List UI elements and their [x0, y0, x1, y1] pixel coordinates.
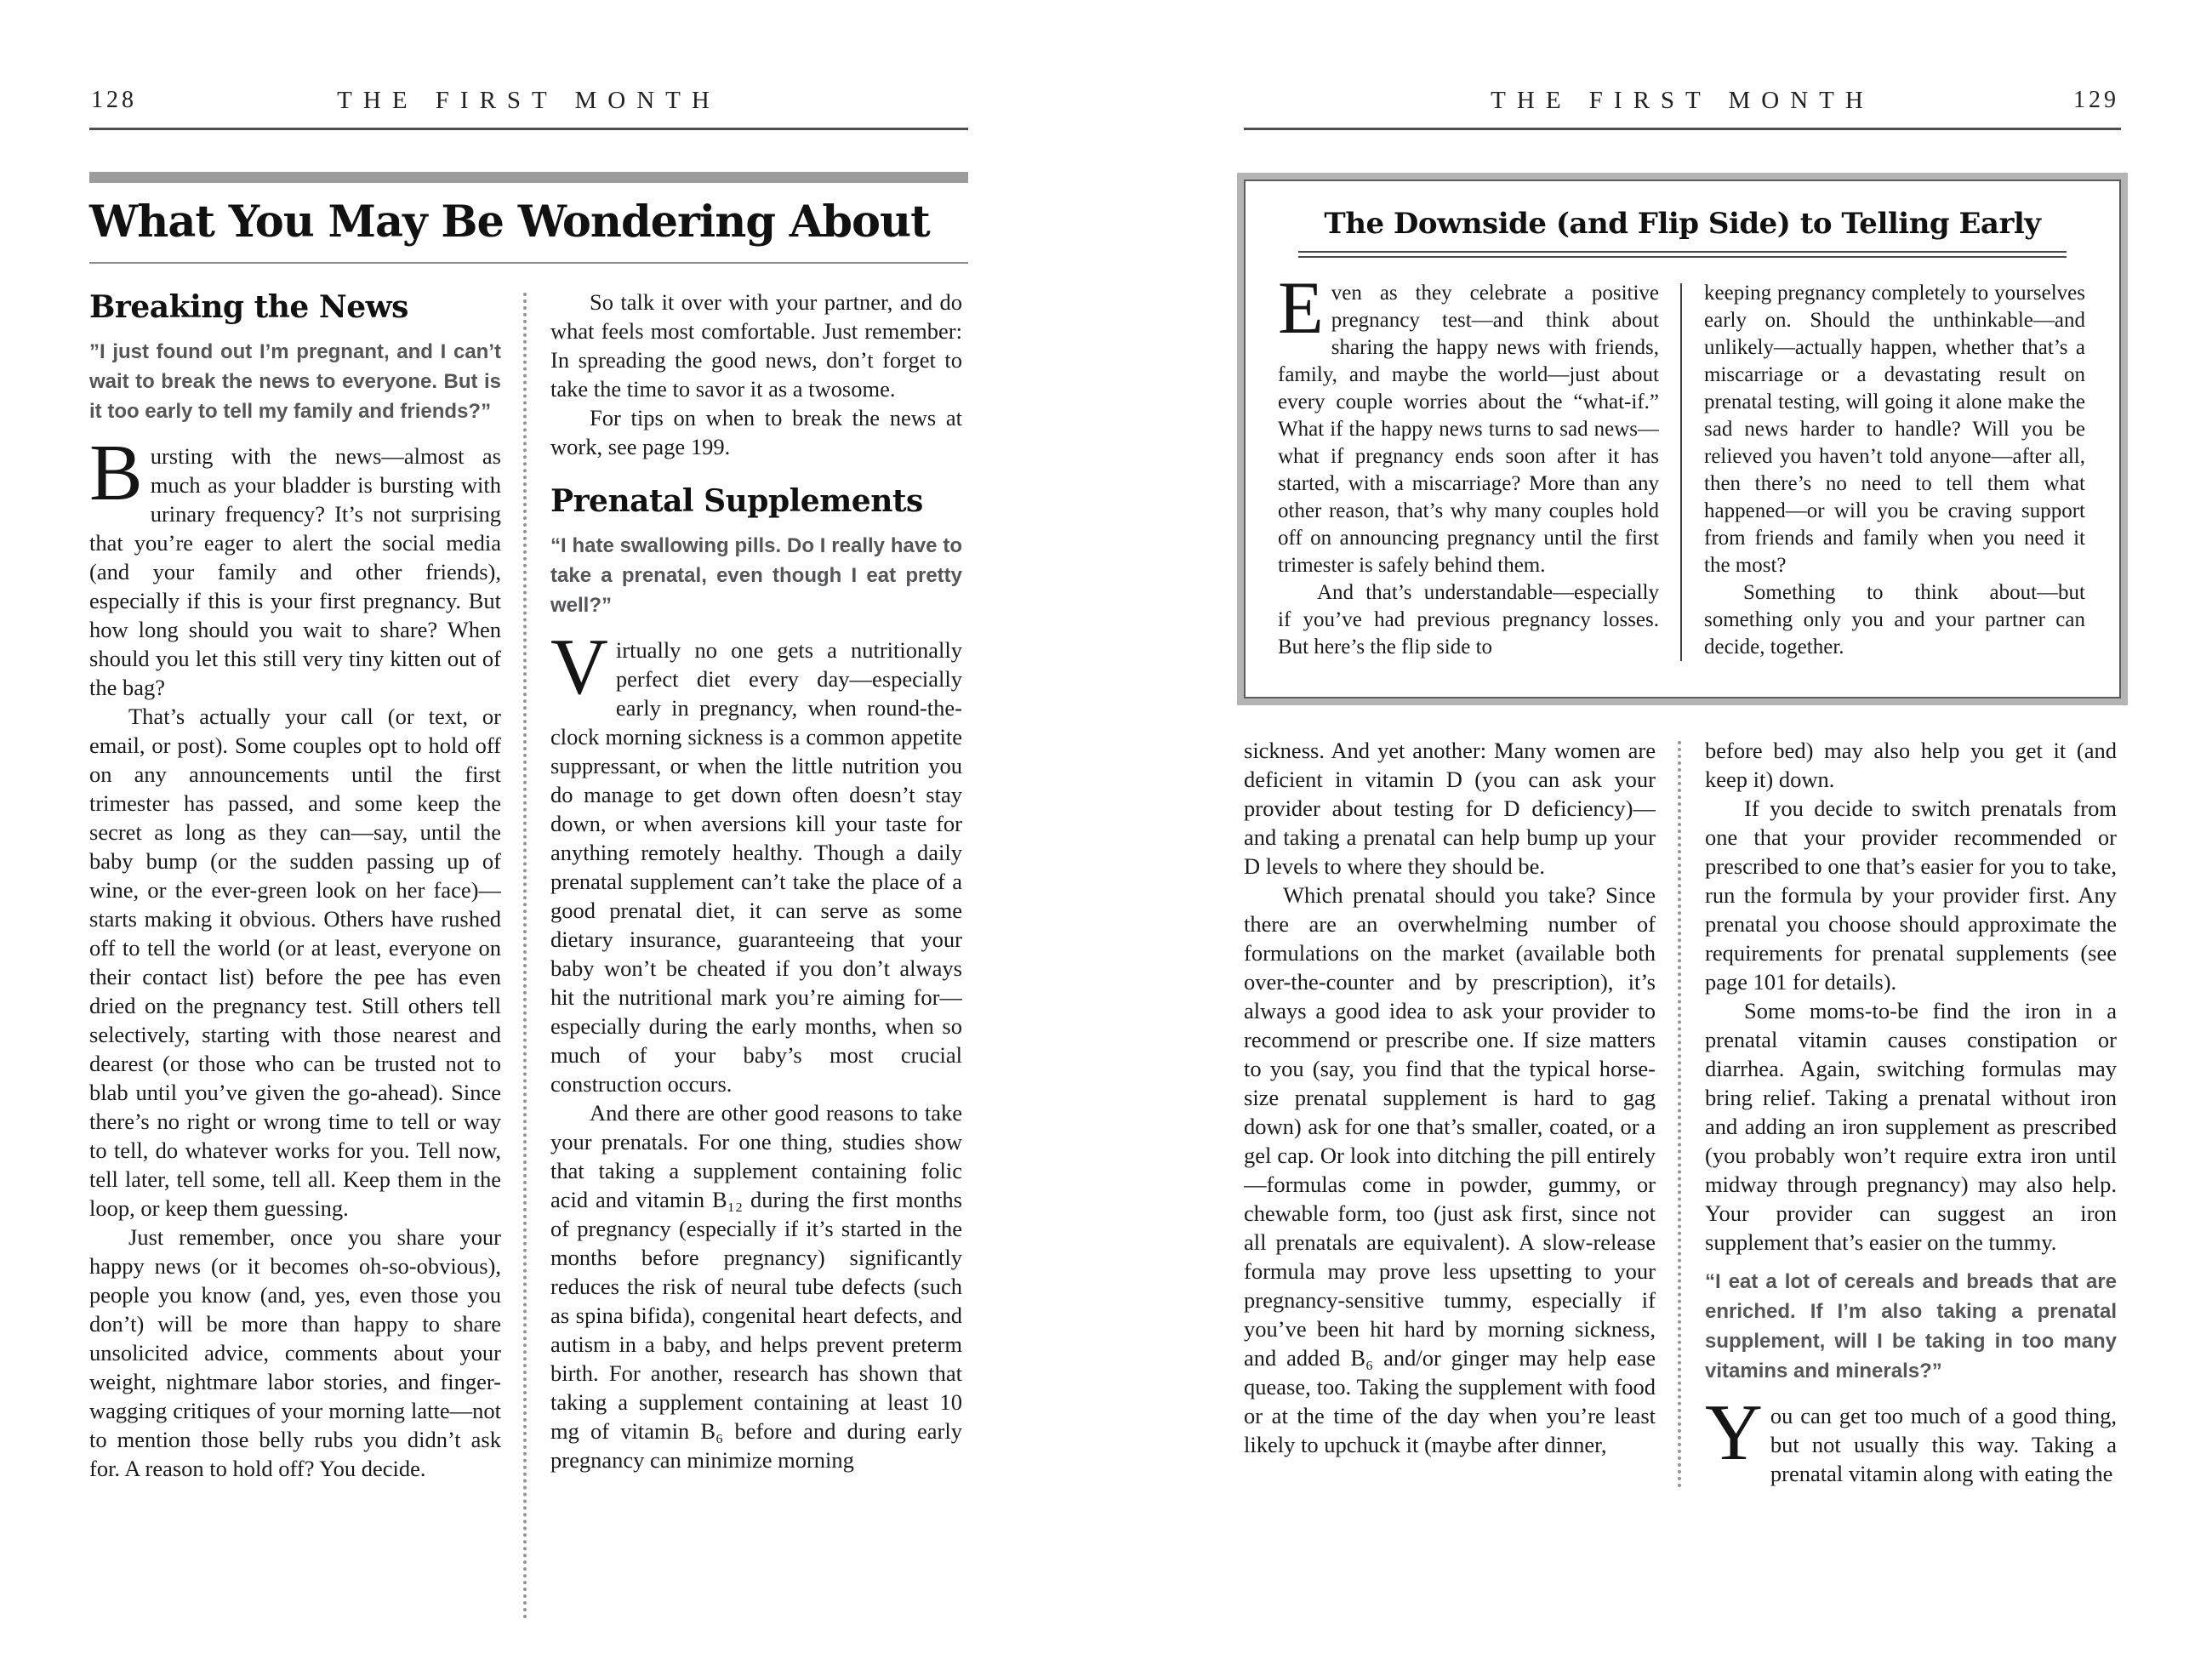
feature-box-columns: [1278, 280, 2087, 661]
paragraph: before bed) may also help you get it (and keep it) down.: [1705, 738, 2117, 792]
paragraph: And there are other good reasons to take your prenatals. For one thing, studies show that taking a supplement containing folic acid and vitamin B₁₂ during the first months of pregnancy (especially if it’s started in the months before pregnancy) significantly reduces the risk of neural tube defects (such as spina bifida), congenital heart defects, and autism in a baby, and helps prevent preterm birth. For another, research has shown that taking a supplement containing at least 10 mg of vitamin B₆ before and during early pregnancy can minimize morning: [550, 1100, 962, 1473]
drop-cap: E: [1278, 280, 1324, 350]
paragraph: If you decide to switch prenatals from one that your provider recommended or prescribed to one that’s easier for you to take, run the formula by your provider first. Any prenatal you choose should approximate the requirements for prenatal supplements (see page 101 for details).: [1705, 795, 2117, 995]
paragraph: Some moms-to-be find the iron in a prenatal vitamin causes constipation or diarrhea. Again, switching formulas may bring relief. Taking a prenatal without iron and adding an iron supplement as prescribed (you probably won’t require extra iron until midway through pregnancy) may also help. Your provider can suggest an iron supplement that’s easier on the tummy.: [1705, 998, 2117, 1255]
running-head: THE FIRST MONTH: [337, 87, 721, 114]
question-text: “I hate swallowing pills. Do I really have to take a prenatal, even though I eat pretty well?”: [550, 534, 962, 617]
running-head: THE FIRST MONTH: [1491, 87, 1874, 114]
paragraph: And that’s understandable—especially if you’ve had previous pregnancy losses. But here’s the flip side to: [1278, 581, 1659, 658]
column: [1278, 280, 1659, 661]
text-columns: [1244, 736, 2121, 1488]
page-number: 128: [91, 87, 137, 113]
column-divider-dotted: [1678, 741, 1681, 1488]
paragraph: Even as they celebrate a positive pregnancy test—and think about sharing the happy news with friends, family, and maybe the world—just about every couple worries about the “what-if.” What if the happy news turns to sad news—what if pregnancy ends soon after it has started, with a miscarriage? More than any other reason, that’s why many couples hold off on announcing pregnancy until the first trimester is safely behind them.: [1278, 280, 1659, 577]
paragraph: Bursting with the news—almost as much as your bladder is bursting with urinary frequency? It’s not surprising that you’re eager to alert the social media (and your family and other friends), especially if this is your first pregnancy. But how long should you wait to share? When should you let this still very tiny kitten out of the bag?: [89, 429, 501, 700]
paragraph: Just remember, once you share your happy news (or it becomes oh-so-obvious), people you know (and, yes, even those you don’t) will be more than happy to share unsolicited advice, comments about your weight, nightmare labor stories, and finger-wagging critiques of your morning latte—not to mention those belly rubs you didn’t ask for. A reason to hold off? You decide.: [89, 1224, 501, 1481]
section-divider-bar: [89, 172, 968, 183]
page-number: 129: [2073, 87, 2119, 113]
title-rule: [89, 262, 968, 264]
question-text: ”I just found out I’m pregnant, and I can’t wait to break the news to everyone. But is it too early to tell my family and friends?”: [89, 340, 501, 423]
column: [550, 288, 962, 1620]
column-divider-solid: [1680, 283, 1682, 661]
drop-cap: Y: [1705, 1388, 1763, 1477]
feature-box-title-rule: [1298, 251, 2067, 258]
column: [89, 288, 501, 1620]
drop-cap: B: [89, 429, 143, 517]
drop-cap: V: [550, 623, 608, 711]
section-heading: Breaking the News: [89, 289, 408, 325]
column-divider-dotted: [523, 293, 527, 1620]
paragraph: For tips on when to break the news at work, see page 199.: [550, 405, 962, 459]
question-text: “I eat a lot of cereals and breads that are enriched. If I’m also taking a prenatal supplement, will I be taking in too many vitamins and minerals?”: [1705, 1270, 2117, 1382]
page-title: What You May Be Wondering About: [89, 197, 930, 248]
paragraph: You can get too much of a good thing, but not usually this way. Taking a prenatal vitamin along with eating the: [1705, 1388, 2117, 1486]
page-left: [89, 82, 968, 1620]
column: [1705, 736, 2117, 1488]
page-header: [1244, 82, 2121, 130]
page-right: [1244, 82, 2121, 1488]
feature-box-title: The Downside (and Flip Side) to Telling Early: [1324, 207, 2041, 241]
paragraph: So talk it over with your partner, and do what feels most comfortable. Just remember: In spreading the good news, don’t forget to take the time to savor it as a twosome.: [550, 289, 962, 402]
column: [1704, 280, 2085, 661]
paragraph: Something to think about—but something only you and your partner can decide, together.: [1704, 581, 2085, 658]
paragraph: keeping pregnancy completely to yourselves early on. Should the unthinkable—and unlikely—actually happen, whether that’s a miscarriage or a devastating result on prenatal testing, will going it alone make the sad news harder to handle? Will you be relieved you haven’t told anyone—after all, then there’s no need to tell them what happened—or will you be craving support from friends and family when you need it the most?: [1704, 282, 2085, 577]
page-header: [89, 82, 968, 130]
paragraph: sickness. And yet another: Many women are deficient in vitamin D (you can ask your provider about testing for D deficiency)—and taking a prenatal can help bump up your D levels to where they should be.: [1244, 738, 1656, 879]
feature-box: [1244, 180, 2121, 698]
text-columns: [89, 288, 968, 1620]
column: [1244, 736, 1656, 1488]
paragraph: Which prenatal should you take? Since there are an overwhelming number of formulations on the market (available both over-the-counter and by prescription), it’s always a good idea to ask your provider to recommend or prescribe one. If size matters to you (say, you find that the typical horse-size prenatal supplement is hard to gag down) ask for one that’s smaller, coated, or a gel cap. Or look into ditching the pill entirely—formulas come in powder, gummy, or chewable form, too (just ask first, since not all prenatals are equivalent). A slow-release formula may prove less upsetting to your pregnancy-sensitive tummy, especially if you’ve been hit hard by morning sickness, and added B₆ and/or ginger may help ease quease, too. Taking the supplement with food or at the time of the day when you’re least likely to upchuck it (maybe after dinner,: [1244, 882, 1656, 1457]
section-heading: Prenatal Supplements: [550, 483, 923, 519]
paragraph: Virtually no one gets a nutritionally perfect diet every day—especially early in pregnancy, when round-the-clock morning sickness is a common appetite suppressant, or when the little nutrition you do manage to get down often doesn’t stay down, or when aversions kill your taste for anything remotely healthy. Though a daily prenatal supplement can’t take the place of a good prenatal diet, it can serve as some dietary insurance, guaranteeing that your baby won’t be cheated if you don’t always hit the nutritional mark you’re aiming for—especially during the early months, when so much of your baby’s most crucial construction occurs.: [550, 623, 962, 1097]
paragraph: That’s actually your call (or text, or email, or post). Some couples opt to hold off on any announcements until the first trimester has passed, and some keep the secret as long as they can—say, until the baby bump (or the sudden passing up of wine, or the ever-green look on her face)—starts making it obvious. Others have rushed off to tell the world (or at least, everyone on their contact list) before the pee has even dried on the pregnancy test. Still others tell selectively, starting with those nearest and dearest (or those who can be trusted not to blab until you’ve given the go-ahead). Since there’s no right or wrong time to tell or way to tell, do whatever works for you. Tell now, tell later, tell some, tell all. Keep them in the loop, or keep them guessing.: [89, 704, 501, 1221]
